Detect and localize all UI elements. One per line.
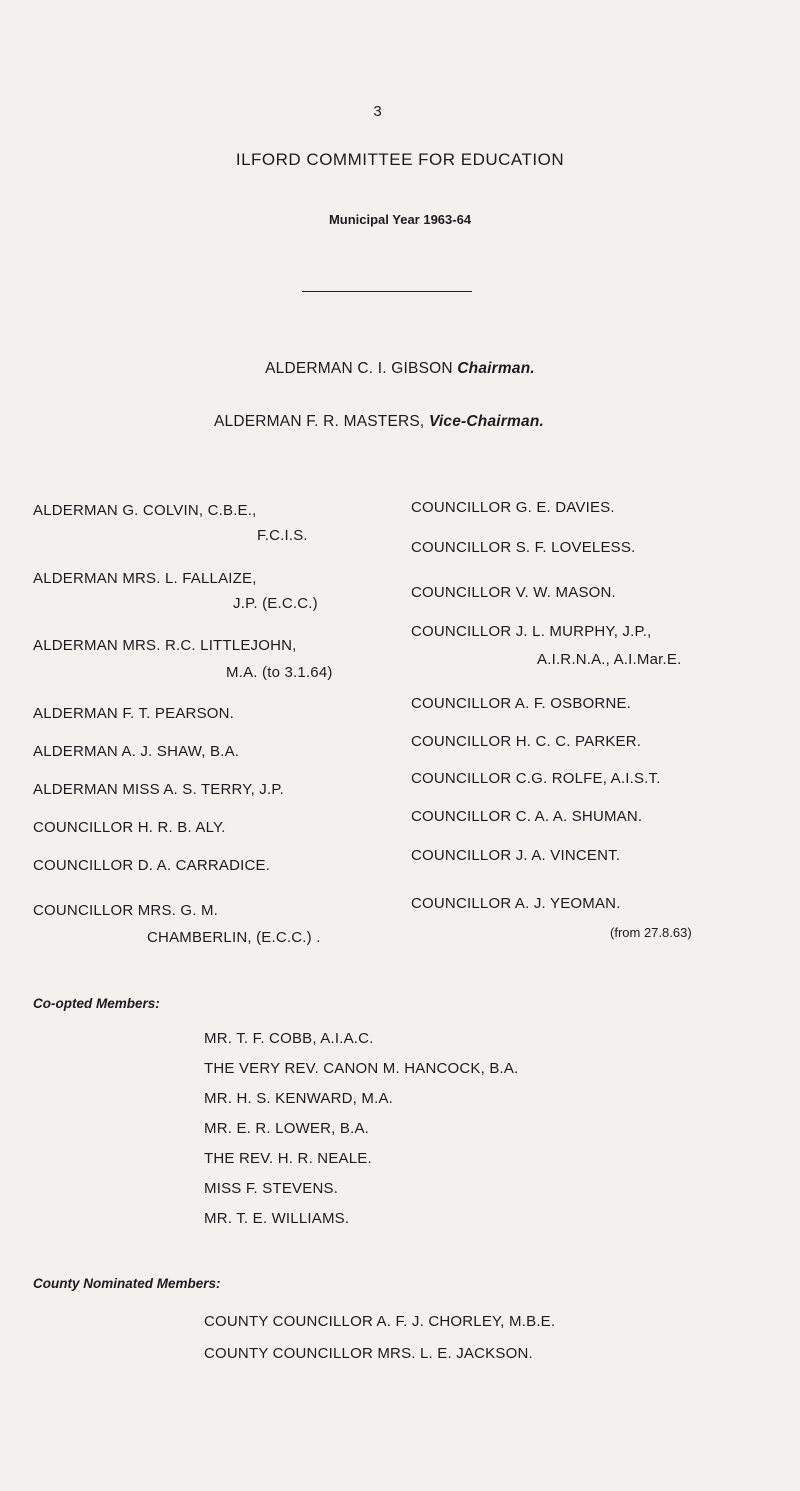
member-murphy-cont: A.I.R.N.A., A.I.Mar.E. bbox=[537, 651, 682, 668]
member-osborne: COUNCILLOR A. F. OSBORNE. bbox=[411, 695, 632, 712]
co-opted-member: MR. T. E. WILLIAMS. bbox=[204, 1210, 350, 1227]
member-carradice: COUNCILLOR D. A. CARRADICE. bbox=[33, 857, 271, 874]
member-rolfe: COUNCILLOR C.G. ROLFE, A.I.S.T. bbox=[411, 770, 661, 787]
county-nominated-heading: County Nominated Members: bbox=[33, 1276, 221, 1291]
member-yeoman-note: (from 27.8.63) bbox=[610, 925, 692, 940]
chairman-name: ALDERMAN C. I. GIBSON bbox=[265, 360, 453, 377]
co-opted-member: MR. H. S. KENWARD, M.A. bbox=[204, 1090, 394, 1107]
vice-chairman-line bbox=[0, 413, 758, 431]
member-loveless: COUNCILLOR S. F. LOVELESS. bbox=[411, 539, 636, 556]
county-nominated-member: COUNTY COUNCILLOR A. F. J. CHORLEY, M.B.E. bbox=[204, 1313, 556, 1330]
member-aly: COUNCILLOR H. R. B. ALY. bbox=[33, 819, 226, 836]
member-fallaize-cont: J.P. (E.C.C.) bbox=[233, 595, 318, 612]
member-yeoman: COUNCILLOR A. J. YEOMAN. bbox=[411, 895, 621, 912]
member-pearson: ALDERMAN F. T. PEARSON. bbox=[33, 705, 235, 722]
member-parker: COUNCILLOR H. C. C. PARKER. bbox=[411, 733, 642, 750]
member-chamberlin-cont: CHAMBERLIN, (E.C.C.) . bbox=[147, 929, 321, 946]
vice-chairman-role: Vice-Chairman. bbox=[428, 413, 545, 430]
member-colvin-cont: F.C.I.S. bbox=[257, 527, 308, 544]
member-shaw: ALDERMAN A. J. SHAW, B.A. bbox=[33, 743, 240, 760]
member-davies: COUNCILLOR G. E. DAVIES. bbox=[411, 499, 615, 516]
vice-chairman-name: ALDERMAN F. R. MASTERS, bbox=[213, 413, 425, 430]
co-opted-member: MISS F. STEVENS. bbox=[204, 1180, 339, 1197]
member-vincent: COUNCILLOR J. A. VINCENT. bbox=[411, 847, 621, 864]
document-title: ILFORD COMMITTEE FOR EDUCATION bbox=[235, 150, 565, 169]
co-opted-member: MR. T. F. COBB, A.I.A.C. bbox=[204, 1030, 374, 1047]
member-terry: ALDERMAN MISS A. S. TERRY, J.P. bbox=[33, 781, 285, 798]
document-subtitle: Municipal Year 1963-64 bbox=[328, 212, 472, 227]
member-littlejohn: ALDERMAN MRS. R.C. LITTLEJOHN, bbox=[33, 637, 297, 654]
co-opted-heading: Co-opted Members: bbox=[33, 996, 160, 1011]
co-opted-member: THE VERY REV. CANON M. HANCOCK, B.A. bbox=[204, 1060, 519, 1077]
member-murphy: COUNCILLOR J. L. MURPHY, J.P., bbox=[411, 623, 652, 640]
county-nominated-member: COUNTY COUNCILLOR MRS. L. E. JACKSON. bbox=[204, 1345, 533, 1362]
member-mason: COUNCILLOR V. W. MASON. bbox=[411, 584, 616, 601]
divider-rule bbox=[302, 291, 472, 292]
co-opted-member: MR. E. R. LOWER, B.A. bbox=[204, 1120, 370, 1137]
co-opted-member: THE REV. H. R. NEALE. bbox=[204, 1150, 372, 1167]
member-shuman: COUNCILLOR C. A. A. SHUMAN. bbox=[411, 808, 643, 825]
member-littlejohn-cont: M.A. (to 3.1.64) bbox=[226, 664, 333, 681]
chairman-line bbox=[0, 360, 800, 378]
member-fallaize: ALDERMAN MRS. L. FALLAIZE, bbox=[33, 570, 257, 587]
page-number: 3 bbox=[373, 103, 382, 120]
member-chamberlin: COUNCILLOR MRS. G. M. bbox=[33, 902, 219, 919]
member-colvin: ALDERMAN G. COLVIN, C.B.E., bbox=[33, 502, 257, 519]
chairman-role: Chairman. bbox=[457, 360, 535, 377]
